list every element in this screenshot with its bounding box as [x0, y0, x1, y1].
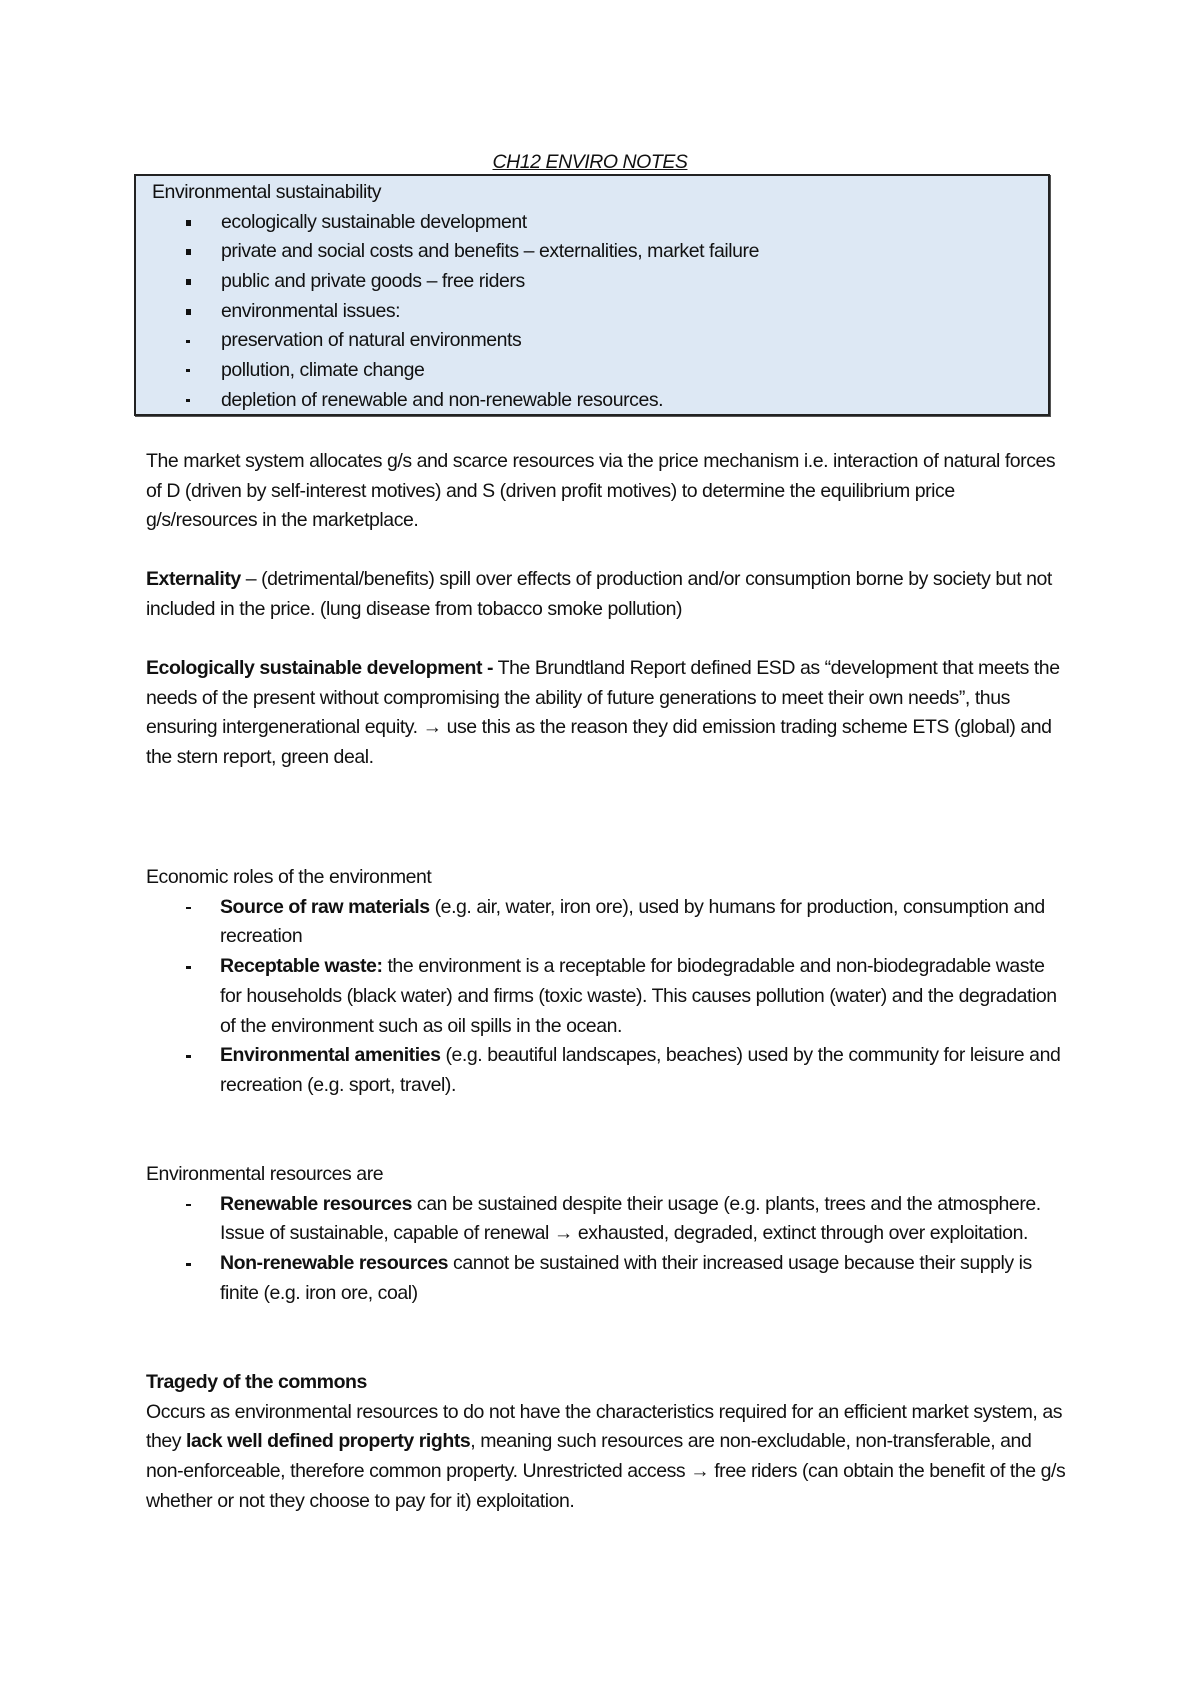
list-item: [146, 952, 1066, 1041]
tragedy-section: [146, 1368, 1066, 1517]
externality-paragraph: [146, 565, 1066, 624]
item-text: (e.g. air, water, iron ore), used by humans for production, consumption and recreation: [220, 895, 1045, 948]
list-item: [136, 356, 759, 386]
summary-heading: Environmental sustainability: [152, 181, 382, 203]
item-text: cannot be sustained with their increased usage because their supply is finite (e.g. iron ore, coal): [220, 1252, 1032, 1304]
dash-bullet-icon: [186, 399, 190, 402]
list-item: [136, 386, 759, 416]
tragedy-heading: Tragedy of the commons: [146, 1371, 367, 1393]
tragedy-bold-text: lack well defined property rights: [186, 1430, 471, 1453]
list-item-text: preservation of natural environments: [221, 329, 522, 352]
resources-heading: Environmental resources are: [146, 1163, 384, 1185]
item-term: Source of raw materials: [220, 895, 430, 918]
summary-list: [136, 208, 759, 416]
list-item-text: pollution, climate change: [221, 359, 425, 382]
list-item: [146, 893, 1066, 952]
list-item: [136, 297, 759, 327]
summary-box: [134, 174, 1050, 416]
item-term: Environmental amenities: [220, 1044, 441, 1067]
item-text: the environment is a receptable for biodegradable and non-biodegradable waste for households (black water) and firms (toxic waste). This causes pollution (water) and the degradation of the environment such as oil spills in the ocean.: [220, 955, 1057, 1037]
esd-paragraph: [146, 654, 1066, 773]
list-item: [146, 1249, 1066, 1308]
economic-roles-section: [146, 863, 1066, 1101]
item-text: (e.g. beautiful landscapes, beaches) used by the community for leisure and recreation (e.g. sport, travel).: [220, 1044, 1061, 1096]
list-item: [146, 1041, 1066, 1100]
dash-bullet-icon: [186, 1263, 191, 1266]
list-item: [136, 267, 759, 297]
item-text: can be sustained despite their usage (e.g. plants, trees and the atmosphere. Issue of sustainable, capable of renewal → exhausted, degraded, extinct through over exploitation.: [220, 1192, 1041, 1245]
item-term: Renewable resources: [220, 1192, 412, 1215]
dash-bullet-icon: [186, 1204, 191, 1207]
list-item: [146, 1190, 1066, 1249]
externality-text: – (detrimental/benefits) spill over effects of production and/or consumption borne by society but not included in the price. (lung disease from tobacco smoke pollution): [146, 568, 1052, 620]
item-term: Non-renewable resources: [220, 1252, 449, 1275]
square-bullet-icon: [186, 309, 191, 315]
esd-text: The Brundtland Report defined ESD as “development that meets the needs of the present without compromising the ability of future generations to meet their own needs”, thus ensuring intergenerational equity. → use this as the reason they did emission trading scheme ETS (global) and the stern report, green deal.: [146, 657, 1060, 769]
square-bullet-icon: [186, 220, 191, 226]
list-item-text: private and social costs and benefits – externalities, market failure: [221, 240, 759, 263]
list-item: [136, 237, 759, 267]
dash-bullet-icon: [186, 1055, 191, 1058]
dash-bullet-icon: [186, 907, 191, 910]
market-paragraph: The market system allocates g/s and scarce resources via the price mechanism i.e. interaction of natural forces of D (driven by self-interest motives) and S (driven profit motives) to determine the equilibrium price g/s/resources in the marketplace.: [146, 450, 1056, 532]
item-term: Receptable waste:: [220, 955, 383, 978]
dash-bullet-icon: [186, 966, 191, 969]
list-item-text: environmental issues:: [221, 299, 401, 322]
square-bullet-icon: [186, 249, 191, 255]
list-item-text: depletion of renewable and non-renewable resources.: [221, 388, 664, 411]
page-title: CH12 ENVIRO NOTES: [492, 151, 688, 173]
dash-bullet-icon: [186, 369, 190, 372]
list-item-text: public and private goods – free riders: [221, 270, 525, 293]
tragedy-text: , meaning such resources are non-excludable, non-transferable, and non-enforceable, therefore common property. Unrestricted access → free riders (can obtain the benefit of the g/s whether or not they choose to pay for it) exploitation.: [146, 1430, 1066, 1512]
externality-term: Externality: [146, 568, 241, 590]
square-bullet-icon: [186, 279, 191, 285]
list-item: [136, 326, 759, 356]
resources-section: [146, 1160, 1066, 1309]
tragedy-text: Occurs as environmental resources to do not have the characteristics required for an efficient market system, as they: [146, 1400, 1063, 1453]
list-item-text: ecologically sustainable development: [221, 210, 527, 233]
tragedy-paragraph: [146, 1398, 1066, 1517]
esd-term: Ecologically sustainable development -: [146, 657, 494, 679]
economic-roles-heading: Economic roles of the environment: [146, 866, 432, 888]
list-item: [136, 208, 759, 238]
dash-bullet-icon: [186, 340, 190, 343]
